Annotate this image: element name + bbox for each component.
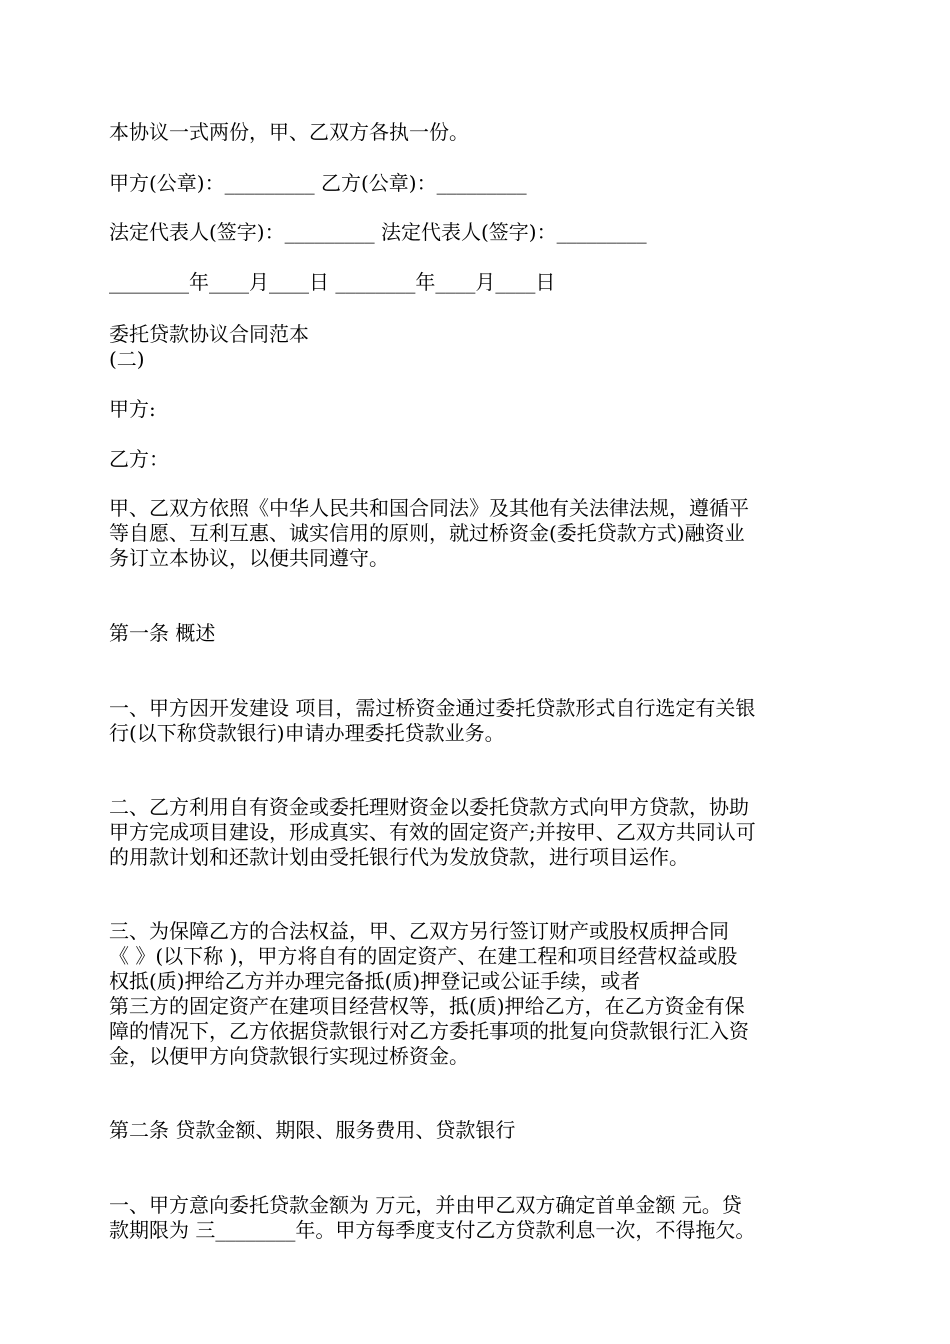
intro-paragraph-line: 等自愿、互利互惠、诚实信用的原则，就过桥资金(委托贷款方式)融资业: [109, 521, 745, 545]
article-1-clause-3-line: 障的情况下，乙方依据贷款银行对乙方委托事项的批复向贷款银行汇入资: [109, 1019, 749, 1043]
document-title: 委托贷款协议合同范本: [109, 322, 309, 346]
document-title-sub: (二): [109, 347, 145, 371]
article-1-clause-3-line: 金，以便甲方向贷款银行实现过桥资金。: [109, 1044, 469, 1068]
intro-paragraph-line: 甲、乙双方依照《中华人民共和国合同法》及其他有关法律法规，遵循平: [109, 496, 749, 520]
article-1-clause-3-line: 第三方的固定资产在建项目经营权等，抵(质)押给乙方，在乙方资金有保: [109, 994, 745, 1018]
article-1-clause-2-line: 的用款计划和还款计划由受托银行代为发放贷款，进行项目运作。: [109, 845, 689, 869]
article-2-heading: 第二条 贷款金额、期限、服务费用、贷款银行: [109, 1118, 516, 1142]
article-2-clause-1-line: 一、甲方意向委托贷款金额为 万元，并由甲乙双方确定首单金额 元。贷: [109, 1193, 742, 1217]
article-1-clause-1-line: 行(以下称贷款银行)申请办理委托贷款业务。: [109, 721, 505, 745]
seal-signature-line: 甲方(公章)：_________ 乙方(公章)：_________: [109, 171, 527, 195]
party-a-label: 甲方:: [109, 397, 156, 421]
article-1-clause-3-line: 三、为保障乙方的合法权益，甲、乙双方另行签订财产或股权质押合同: [109, 919, 729, 943]
article-1-clause-2-line: 二、乙方利用自有资金或委托理财资金以委托贷款方式向甲方贷款，协助: [109, 795, 749, 819]
representative-signature-line: 法定代表人(签字)：_________ 法定代表人(签字)：_________: [109, 220, 647, 244]
closing-clause: 本协议一式两份，甲、乙双方各执一份。: [109, 120, 469, 144]
party-b-label: 乙方：: [109, 447, 169, 471]
article-1-heading: 第一条 概述: [109, 621, 216, 645]
intro-paragraph-line: 务订立本协议，以便共同遵守。: [109, 546, 389, 570]
article-1-clause-1-line: 一、甲方因开发建设 项目，需过桥资金通过委托贷款形式自行选定有关银: [109, 696, 756, 720]
article-1-clause-3-line: 权抵(质)押给乙方并办理完备抵(质)押登记或公证手续，或者: [109, 969, 641, 993]
article-2-clause-1-line: 款期限为 三________年。甲方每季度支付乙方贷款利息一次，不得拖欠。: [109, 1218, 756, 1242]
article-1-clause-3-line: 《 》(以下称 )，甲方将自有的固定资产、在建工程和项目经营权益或股: [109, 944, 738, 968]
date-line: ________年____月____日 ________年____月____日: [109, 270, 556, 294]
article-1-clause-2-line: 甲方完成项目建设，形成真实、有效的固定资产;并按甲、乙双方共同认可: [109, 820, 756, 844]
